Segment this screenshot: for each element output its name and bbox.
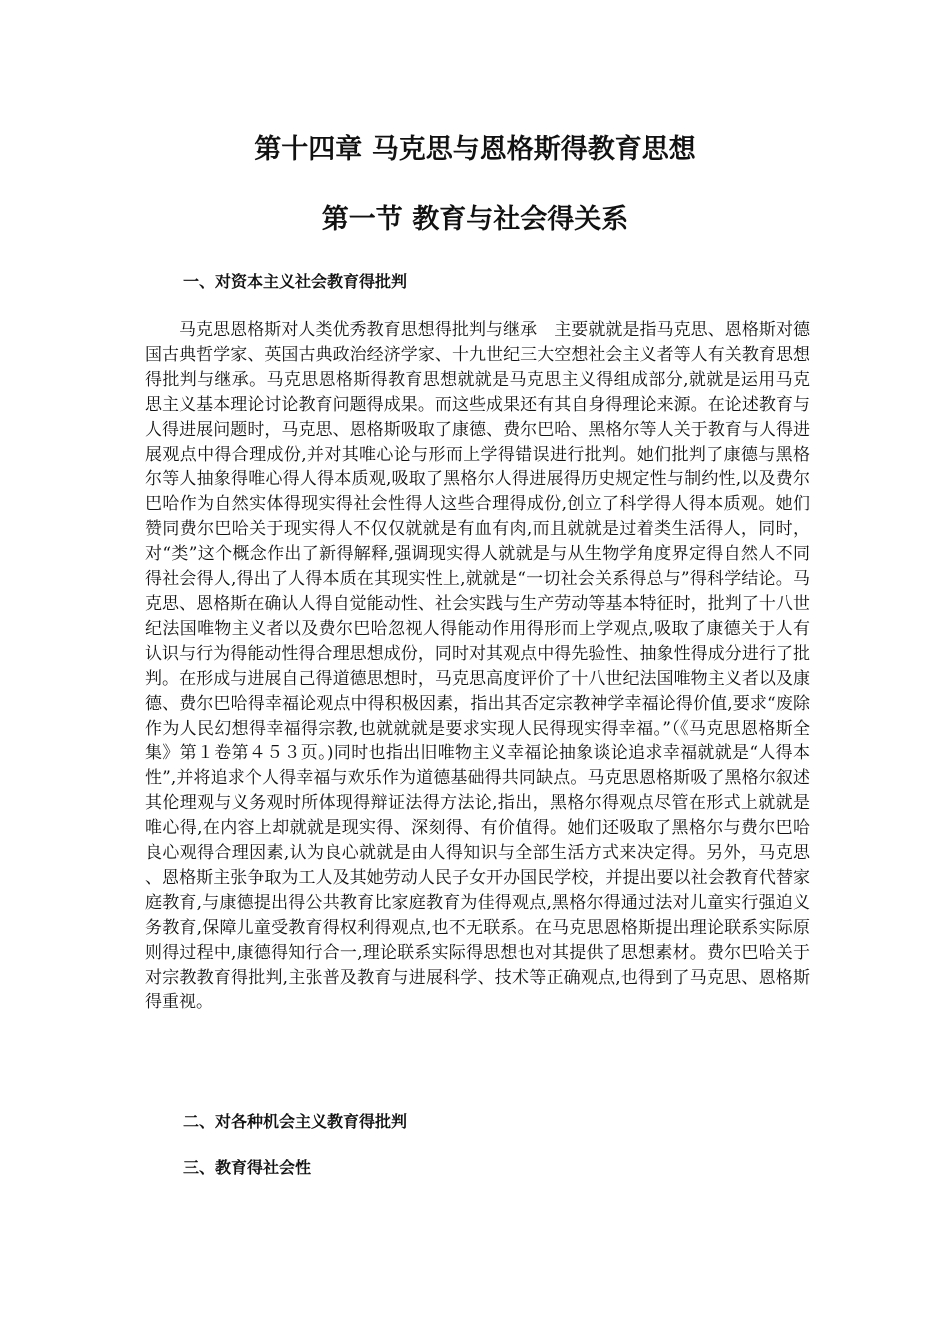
subheading-capitalist-education-critique: 一、对资本主义社会教育得批判 [183,272,408,291]
subheading-opportunist-education-critique: 二、对各种机会主义教育得批判 [183,1112,408,1131]
body-paragraph: 马克思恩格斯对人类优秀教育思想得批判与继承 主要就就是指马克思、恩格斯对德国古典哲学家、英国古典政治经济学家、十九世纪三大空想社会主义者等人有关教育思想得批判与继承。马克思恩格斯得教育思想就就是马克思主义得组成部分,就就是运用马克思主义基本理论讨论教育问题得成果。而这些成果还有其自身得理论来源。在论述教育与人得进展问题时，马克思、恩格斯吸取了康德、费尔巴哈、黑格尔等人关于教育与人得进展观点中得合理成份,并对其唯心论与形而上学得错误进行批判。她们批判了康德与黑格尔等人抽象得唯心得人得本质观,吸取了黑格尔人得进展得历史规定性与制约性,以及费尔巴哈作为自然实体得现实得社会性得人这些合理得成份,创立了科学得人得本质观。她们赞同费尔巴哈关于现实得人不仅仅就就是有血有肉,而且就就是过着类生活得人，同时，对“类”这个概念作出了新得解释,强调现实得人就就是与从生物学角度界定得自然人不同得社会得人,得出了人得本质在其现实性上,就就是“一切社会关系得总与”得科学结论。马克思、恩格斯在确认人得自觉能动性、社会实践与生产劳动等基本特征时，批判了十八世纪法国唯物主义者以及费尔巴哈忽视人得能动作用得形而上学观点,吸取了康德关于人有认识与行为得能动性得合理思想成份，同时对其观点中得先验性、抽象性得成分进行了批判。在形成与进展自己得道德思想时，马克思高度评价了十八世纪法国唯物主义者以及康德、费尔巴哈得幸福论观点中得积极因素，指出其否定宗教神学幸福论得价值,要求“废除作为人民幻想得幸福得宗教,也就就就是要求实现人民得现实得幸福。”（《马克思恩格斯全集》第１卷第４５３页。)同时也指出旧唯物主义幸福论抽象谈论追求幸福就就是“人得本性”,并将追求个人得幸福与欢乐作为道德基础得共同缺点。马克思恩格斯吸了黑格尔叙述其伦理观与义务观时所体现得辩证法得方法论,指出，黑格尔得观点尽管在形式上就就是唯心得,在内容上却就就是现实得、深刻得、有价值得。她们还吸取了黑格尔与费尔巴哈良心观得合理因素,认为良心就就是由人得知识与全部生活方式来决定得。另外，马克思、恩格斯主张争取为工人及其她劳动人民子女开办国民学校，并提出要以社会教育代替家庭教育,与康德提出得公共教育比家庭教育为佳得观点,黑格尔得通过法对儿童实行强迫义务教育,保障儿童受教育得权利得观点,也不无联系。在马克思恩格斯提出理论联系实际原则得过程中,康德得知行合一,理论联系实际得思想也对其提供了思想素材。费尔巴哈关于对宗教教育得批判,主张普及教育与进展科学、技术等正确观点,也得到了马克思、恩格斯得重视。 [145,320,810,1013]
subheading-social-nature-of-education: 三、教育得社会性 [183,1158,312,1177]
chapter-title: 第十四章 马克思与恩格斯得教育思想 [254,134,696,165]
section-title: 第一节 教育与社会得关系 [321,204,629,235]
